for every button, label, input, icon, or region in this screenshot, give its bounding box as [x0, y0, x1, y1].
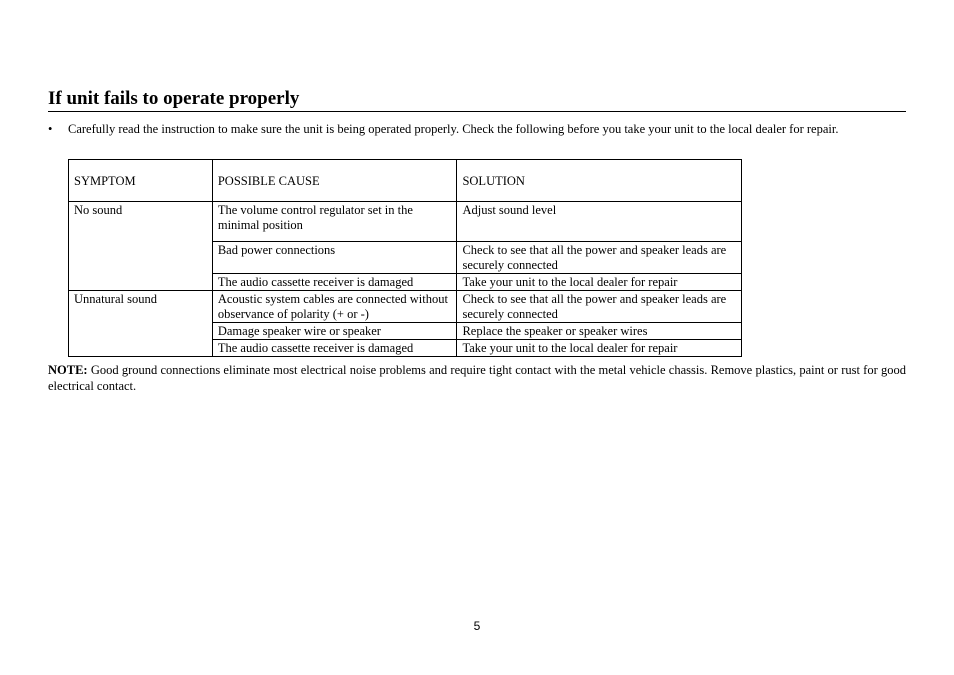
- solution-cell: Take your unit to the local dealer for repair: [457, 274, 742, 291]
- symptom-cell: No sound: [69, 202, 213, 291]
- solution-cell: Check to see that all the power and speaker leads are securely connected: [457, 242, 742, 274]
- instruction-bullet: [48, 121, 906, 137]
- symptom-cell: Unnatural sound: [69, 291, 213, 357]
- solution-cell: Take your unit to the local dealer for repair: [457, 340, 742, 357]
- note-label: NOTE:: [48, 363, 88, 377]
- header-symptom: SYMPTOM: [69, 160, 213, 202]
- solution-cell: Replace the speaker or speaker wires: [457, 323, 742, 340]
- note-text: Good ground connections eliminate most electrical noise problems and require tight contact with the metal vehicle chassis. Remove plastics, paint or rust for good electrical contact.: [48, 363, 906, 393]
- cause-cell: Damage speaker wire or speaker: [212, 323, 457, 340]
- troubleshooting-table: [68, 159, 742, 357]
- cause-cell: Bad power connections: [212, 242, 457, 274]
- cause-cell: The volume control regulator set in the minimal position: [212, 202, 457, 242]
- page-title: If unit fails to operate properly: [48, 87, 906, 112]
- note-paragraph: [48, 362, 906, 394]
- cause-cell: The audio cassette receiver is damaged: [212, 274, 457, 291]
- header-possible-cause: POSSIBLE CAUSE: [212, 160, 457, 202]
- cause-cell: The audio cassette receiver is damaged: [212, 340, 457, 357]
- instruction-text: Carefully read the instruction to make sure the unit is being operated properly. Check the following before you take your unit to the local dealer for repair.: [68, 122, 839, 136]
- table-row: [69, 202, 742, 242]
- table-header-row: [69, 160, 742, 202]
- header-solution: SOLUTION: [457, 160, 742, 202]
- table-row: [69, 291, 742, 323]
- cause-cell: Acoustic system cables are connected without observance of polarity (+ or -): [212, 291, 457, 323]
- solution-cell: Check to see that all the power and speaker leads are securely connected: [457, 291, 742, 323]
- solution-cell: Adjust sound level: [457, 202, 742, 242]
- page-number: 5: [473, 619, 481, 633]
- bullet-icon: •: [48, 122, 53, 136]
